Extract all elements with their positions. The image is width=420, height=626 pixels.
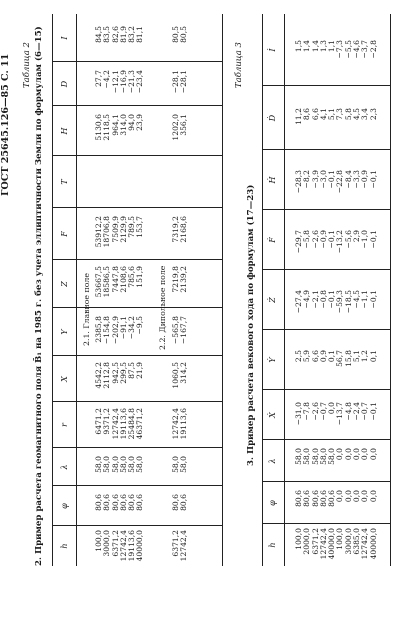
table3-header-zdot: Ż bbox=[268, 297, 277, 303]
table3-col-sep bbox=[262, 439, 390, 440]
table2-dipole-h: 6371,2 12742,4 bbox=[171, 530, 189, 562]
table2-header-z: Z bbox=[60, 281, 69, 287]
table2-caption bbox=[34, 26, 44, 566]
table3-col-ddot: 11,2 8,6 6,6 4,1 5,1 7,3 5,8 4,5 3,4 2,3 bbox=[294, 108, 378, 125]
table3-header-rule bbox=[284, 14, 285, 566]
table2-col-sep bbox=[52, 307, 222, 308]
table2-caption-title: 2. Пример расчета геомагнитного поля bbox=[34, 365, 44, 566]
table3-col-fdot: −29,7 −5,8 −2,6 −0,9 −0,1 −13,2 −5,6 2,9 −1,0 −0,1 bbox=[294, 230, 378, 254]
table3-header-ydot: Ẏ bbox=[268, 357, 277, 363]
table2-dipole-d: −28,1 −28,1 bbox=[171, 70, 189, 94]
table3-header-h: h bbox=[268, 542, 277, 548]
table3-col-sep bbox=[262, 85, 390, 86]
table2-dipole-y: −565,8 −167,7 bbox=[171, 316, 189, 345]
table3-header-lambda: λ bbox=[268, 458, 277, 464]
table3-top-rule bbox=[262, 14, 263, 566]
table3-col-sep bbox=[262, 209, 390, 210]
table3-bottom-rule bbox=[390, 14, 391, 566]
table2-header-h: h bbox=[60, 543, 69, 549]
table3-col-ydot: 2,5 5,9 6,6 0,9 0,1 56,7 15,8 5,1 1,2 0,1 bbox=[294, 350, 378, 367]
table2-col-sep bbox=[52, 447, 222, 448]
table3-col-sep bbox=[262, 389, 390, 390]
table2-main-x: 4542,2 2112,8 942,5 299,5 87,5 21,9 bbox=[94, 362, 145, 389]
table3-col-sep bbox=[262, 329, 390, 330]
table2-col-sep bbox=[52, 207, 222, 208]
table2-main-hh: 5130,6 2118,5 964,1 314,0 94,0 23,9 bbox=[94, 114, 145, 141]
table2-main-y: 2385,8 −154,8 −202,9 −91,1 −34,2 −9,5 bbox=[94, 316, 145, 345]
table2-col-sep bbox=[52, 485, 222, 486]
table2-col-sep bbox=[52, 401, 222, 402]
table2-main-lambda: 58,0 58,0 58,0 58,0 58,0 58,0 bbox=[94, 456, 145, 473]
table2-dipole-x: 1060,5 314,2 bbox=[171, 362, 189, 389]
table2-main-h: 100,0 3000,0 6371,2 12742,4 19113,6 40000,0 bbox=[94, 530, 145, 562]
table3-col-idot: 1,5 1,4 1,4 1,3 1,1 −7,3 −5,5 −4,6 −3,7 −2,8 bbox=[294, 40, 378, 59]
table2-header-y: Y bbox=[60, 329, 69, 335]
table3-header-phi: φ bbox=[268, 500, 277, 506]
table2-col-sep bbox=[52, 61, 222, 62]
table2-dipole-lambda: 58,0 58,0 bbox=[171, 456, 189, 473]
table2-top-rule bbox=[52, 14, 53, 566]
table3-col-sep bbox=[262, 481, 390, 482]
table3-caption: 3. Пример расчета векового хода по формулам (17—23) bbox=[246, 184, 256, 466]
table3-header-ddot: Ḋ bbox=[268, 114, 277, 122]
table2-header-i: I bbox=[60, 36, 69, 40]
table2-bottom-rule bbox=[222, 14, 223, 566]
table2-label: Таблица 2 bbox=[22, 42, 32, 88]
table3-col-lambda: 58,0 58,0 58,0 58,0 58,0 0,0 0,0 0,0 0,0 0,0 bbox=[294, 448, 378, 465]
table2-dipole-f: 7319,2 2168,6 bbox=[171, 216, 189, 243]
table2-col-sep bbox=[52, 355, 222, 356]
table2-header-f: F bbox=[60, 231, 69, 237]
table3-header-fdot: Ḟ bbox=[268, 237, 277, 243]
table2-col-sep bbox=[52, 259, 222, 260]
table2-main-r: 6471,2 9371,2 12742,4 19113,6 25484,8 46371,2 bbox=[94, 408, 145, 440]
table2-caption-symbol: B̄₁ bbox=[34, 351, 44, 363]
table3-header-hdot: Ḣ bbox=[268, 176, 277, 184]
table2-dipole-phi: 80,6 80,6 bbox=[171, 494, 189, 511]
table3-col-phi: 80,6 80,6 80,6 80,6 80,6 0,0 0,0 0,0 0,0 0,0 bbox=[294, 490, 378, 507]
table2-col-sep bbox=[52, 525, 222, 526]
table2-dipole-i: 80,5 80,5 bbox=[171, 26, 189, 43]
table3-col-h: 100,0 2000,0 6371,2 12742,4 40000,0 100,0 3000,0 6385,0 12742,4 40000,0 bbox=[294, 528, 378, 560]
table3-header-xdot: Ẋ bbox=[268, 412, 277, 418]
table2-header-t: T bbox=[60, 179, 69, 185]
table2-section-main: 2.1. Главное поле bbox=[82, 273, 91, 346]
table2-header-hh: H bbox=[60, 127, 69, 135]
table2-caption-rest: на 1985 г. без учета эллиптичности Земли по формулам (6—15) bbox=[34, 26, 44, 349]
table2-header-lambda: λ bbox=[60, 464, 69, 470]
table2-col-sep bbox=[52, 105, 222, 106]
table3-col-sep bbox=[262, 269, 390, 270]
table2-main-d: 27,7 −4,2 −12,1 −16,9 −21,3 −23,4 bbox=[94, 70, 145, 94]
table2-main-phi: 80,6 80,6 80,6 80,6 80,6 80,6 bbox=[94, 494, 145, 511]
table2-header-d: D bbox=[60, 80, 69, 88]
page-header: ГОСТ 25645.126—85 С. 11 bbox=[0, 53, 11, 196]
table3-col-xdot: −31,0 −7,8 −2,6 −0,7 0,0 −13,7 −4,8 −2,4 −0,7 −0,1 bbox=[294, 402, 378, 426]
table2-main-i: 84,5 83,5 82,6 81,9 83,2 81,1 bbox=[94, 26, 145, 43]
table3-col-zdot: −27,4 −4,9 −2,1 −0,8 −0,1 −59,3 −18,5 −4,5 −1,1 −0,1 bbox=[294, 290, 378, 314]
table2-dipole-r: 12742,4 19113,6 bbox=[171, 408, 189, 440]
table3-label: Таблица 3 bbox=[234, 42, 244, 88]
table2-main-f: 53912,2 18706,8 7509,9 2129,9 789,5 153,7 bbox=[94, 216, 145, 248]
table2-header-r: r bbox=[60, 423, 69, 427]
table3-col-sep bbox=[262, 523, 390, 524]
table2-section-dipole: 2.2. Дипольное поле bbox=[158, 265, 167, 350]
table3-col-hdot: −28,3 −8,2 −3,9 −3,0 −0,1 −22,8 −8,4 −3,3 −0,9 −0,1 bbox=[294, 170, 378, 194]
table2-header-x: X bbox=[60, 376, 69, 382]
table3-col-sep bbox=[262, 149, 390, 150]
table2-header-phi: φ bbox=[60, 503, 69, 509]
table2-header-rule bbox=[76, 14, 77, 566]
table2-col-sep bbox=[52, 155, 222, 156]
table2-dipole-hh: 1202,0 356,1 bbox=[171, 114, 189, 141]
table2-dipole-z: 7219,8 2139,2 bbox=[171, 266, 189, 293]
table2-main-z: 53667,5 18586,5 7447,8 2108,6 785,6 151,9 bbox=[94, 266, 145, 298]
table3-header-idot: İ bbox=[268, 48, 277, 52]
